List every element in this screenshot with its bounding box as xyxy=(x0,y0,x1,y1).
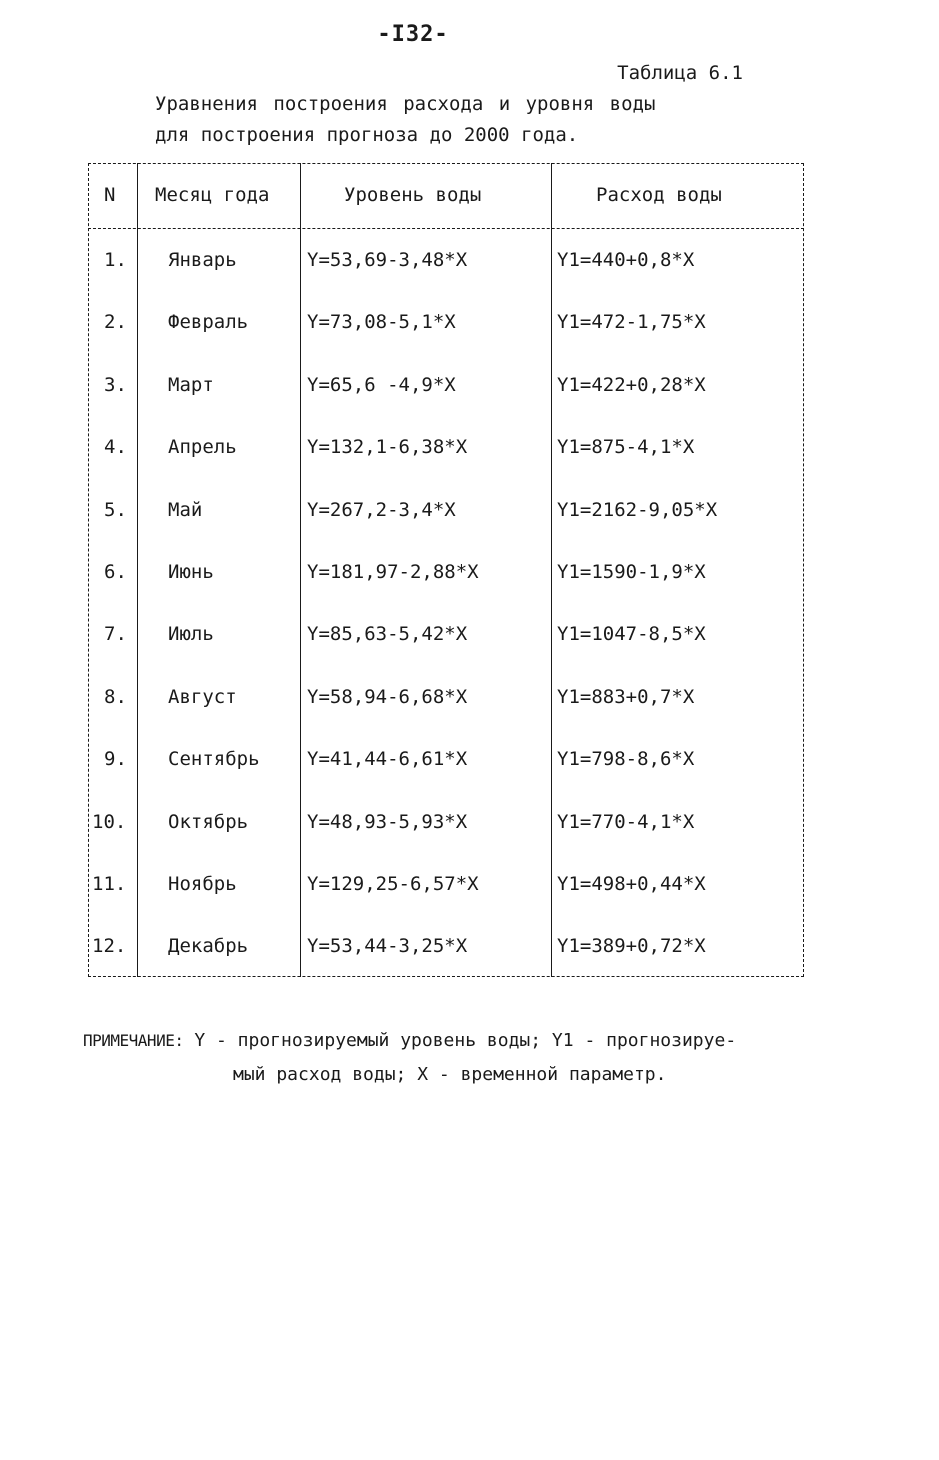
row-number: 2. xyxy=(104,311,127,333)
row-month: Февраль xyxy=(168,311,249,333)
note-line-1 xyxy=(83,1030,736,1051)
row-number: 11. xyxy=(92,873,127,895)
caption-line-1: Уравнения построения расхода и уровня воды xyxy=(155,93,656,115)
column-divider-1 xyxy=(137,163,138,977)
row-flow-equation: Y1=883+0,7*X xyxy=(557,686,695,708)
row-month: Январь xyxy=(168,249,237,271)
row-level-equation: Y=58,94-6,68*X xyxy=(307,686,468,708)
row-level-equation: Y=48,93-5,93*X xyxy=(307,811,468,833)
row-flow-equation: Y1=472-1,75*X xyxy=(557,311,706,333)
table-label: Таблица 6.1 xyxy=(617,62,743,84)
row-flow-equation: Y1=798-8,6*X xyxy=(557,748,695,770)
row-flow-equation: Y1=875-4,1*X xyxy=(557,436,695,458)
row-number: 5. xyxy=(104,499,127,521)
header-flow: Расход воды xyxy=(596,184,722,206)
row-flow-equation: Y1=770-4,1*X xyxy=(557,811,695,833)
header-level: Уровень воды xyxy=(344,184,482,206)
row-month: Июнь xyxy=(168,561,214,583)
note-line-2: мый расход воды; X - временной параметр. xyxy=(233,1064,667,1085)
row-flow-equation: Y1=1047-8,5*X xyxy=(557,623,706,645)
row-level-equation: Y=267,2-3,4*X xyxy=(307,499,456,521)
row-month: Декабрь xyxy=(168,935,249,957)
row-flow-equation: Y1=498+0,44*X xyxy=(557,873,706,895)
caption-line-2: для построения прогноза до 2000 года. xyxy=(155,124,579,146)
row-number: 6. xyxy=(104,561,127,583)
row-number: 1. xyxy=(104,249,127,271)
row-month: Июль xyxy=(168,623,214,645)
row-level-equation: Y=41,44-6,61*X xyxy=(307,748,468,770)
row-month: Апрель xyxy=(168,436,237,458)
row-month: Май xyxy=(168,499,203,521)
row-flow-equation: Y1=422+0,28*X xyxy=(557,374,706,396)
row-level-equation: Y=53,44-3,25*X xyxy=(307,935,468,957)
row-level-equation: Y=65,6 -4,9*X xyxy=(307,374,456,396)
row-flow-equation: Y1=1590-1,9*X xyxy=(557,561,706,583)
page-number: -I32- xyxy=(377,22,449,47)
row-month: Сентябрь xyxy=(168,748,260,770)
row-number: 3. xyxy=(104,374,127,396)
row-level-equation: Y=132,1-6,38*X xyxy=(307,436,468,458)
row-flow-equation: Y1=389+0,72*X xyxy=(557,935,706,957)
row-month: Август xyxy=(168,686,237,708)
column-divider-2 xyxy=(300,163,301,977)
row-flow-equation: Y1=440+0,8*X xyxy=(557,249,695,271)
note-label: ПРИМЕЧАНИЕ: xyxy=(83,1031,184,1050)
row-month: Март xyxy=(168,374,214,396)
note-text-1: Y - прогнозируемый уровень воды; Y1 - прогнозируе- xyxy=(194,1030,737,1051)
row-number: 9. xyxy=(104,748,127,770)
row-month: Октябрь xyxy=(168,811,249,833)
row-number: 10. xyxy=(92,811,127,833)
row-level-equation: Y=73,08-5,1*X xyxy=(307,311,456,333)
row-flow-equation: Y1=2162-9,05*X xyxy=(557,499,718,521)
row-level-equation: Y=85,63-5,42*X xyxy=(307,623,468,645)
header-separator xyxy=(88,228,804,229)
row-number: 8. xyxy=(104,686,127,708)
column-divider-3 xyxy=(551,163,552,977)
header-n: N xyxy=(104,184,116,206)
row-number: 12. xyxy=(92,935,127,957)
row-level-equation: Y=53,69-3,48*X xyxy=(307,249,468,271)
row-month: Ноябрь xyxy=(168,873,237,895)
row-level-equation: Y=129,25-6,57*X xyxy=(307,873,479,895)
row-level-equation: Y=181,97-2,88*X xyxy=(307,561,479,583)
row-number: 7. xyxy=(104,623,127,645)
row-number: 4. xyxy=(104,436,127,458)
header-month: Месяц года xyxy=(155,184,270,206)
